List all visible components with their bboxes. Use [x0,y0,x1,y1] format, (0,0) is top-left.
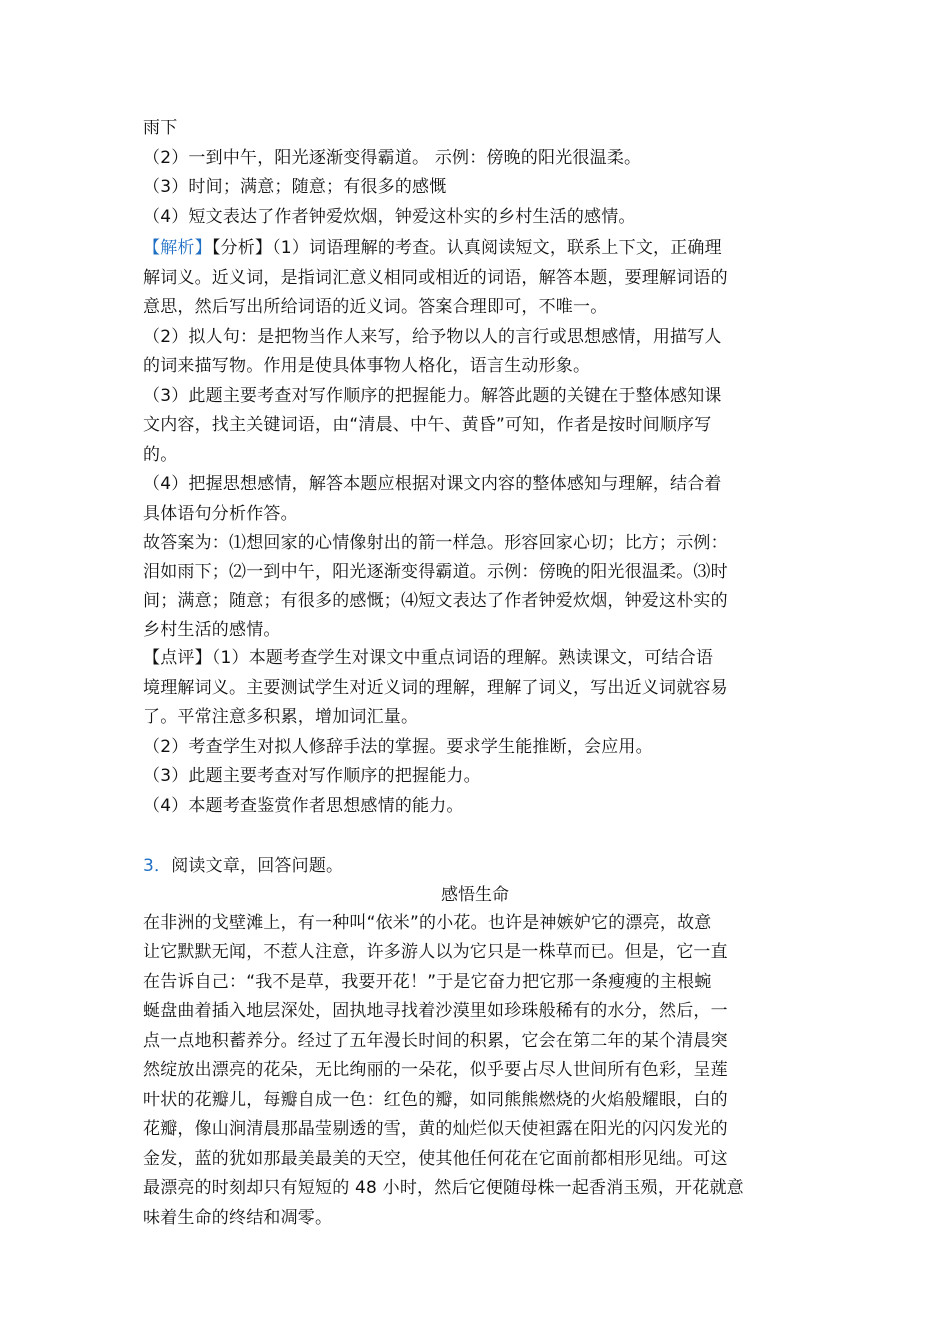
analysis-line: （3）此题主要考查对写作顺序的把握能力。解答此题的关键在于整体感知课 [143,386,722,406]
comment-line: 了。平常注意多积累，增加词汇量。 [143,707,419,727]
analysis-tag: 【解析】 [143,238,212,258]
article-line: 让它默默无闻，不惹人注意，许多游人以为它只是一株草而已。但是，它一直 [143,942,728,962]
question-number: 3． [143,856,172,876]
article-line: 点一点地积蓄养分。经过了五年漫长时间的积累，它会在第二年的某个清晨突 [143,1031,728,1051]
analysis-first-line-text: 【分析】（1）词语理解的考查。认真阅读短文，联系上下文，正确理 [211,238,722,258]
analysis-line: 具体语句分析作答。 [143,504,298,524]
article-line: 在非洲的戈壁滩上，有一种叫“依米”的小花。也许是神嫉妒它的漂亮，故意 [143,913,712,933]
analysis-line: （2）拟人句：是把物当作人来写，给予物以人的言行或思想感情，用描写人 [143,327,722,347]
article-line: 在告诉自己：“我不是草，我要开花！”于是它奋力把它那一条瘦瘦的主根蜿 [143,972,712,992]
article-line: 蜒盘曲着插入地层深处，固执地寻找着沙漠里如珍珠般稀有的水分，然后，一 [143,1001,728,1021]
analysis-line: 解词义。近义词，是指词汇意义相同或相近的词语，解答本题，要理解词语的 [143,268,728,288]
question-prompt: 阅读文章，回答问题。 [171,856,344,876]
comment-line: （4）本题考查鉴赏作者思想感情的能力。 [143,796,464,816]
article-title: 感悟生命 [441,885,509,905]
answer-line: 雨下 [143,118,178,138]
question-3-header [143,854,813,878]
article-line: 叶状的花瓣儿，每瓣自成一色：红色的瓣，如同熊熊燃烧的火焰般耀眼，白的 [143,1090,728,1110]
analysis-first-line [143,236,813,260]
article-line: 花瓣，像山涧清晨那晶莹剔透的雪，黄的灿烂似天使袒露在阳光的闪闪发光的 [143,1119,728,1139]
analysis-line: 的。 [143,445,178,465]
analysis-line: 泪如雨下；⑵一到中午，阳光逐渐变得霸道。示例：傍晚的阳光很温柔。⑶时 [143,562,728,582]
analysis-line: 意思，然后写出所给词语的近义词。答案合理即可，不唯一。 [143,297,608,317]
comment-line: （2）考查学生对拟人修辞手法的掌握。要求学生能推断，会应用。 [143,737,653,757]
article-line: 最漂亮的时刻却只有短短的 48 小时，然后它便随母株一起香消玉殒，开花就意 [143,1178,744,1198]
article-line: 然绽放出漂亮的花朵，无比绚丽的一朵花，似乎要占尽人世间所有色彩，呈莲 [143,1060,728,1080]
comment-line: （3）此题主要考查对写作顺序的把握能力。 [143,766,481,786]
comment-line: 【点评】（1）本题考查学生对课文中重点词语的理解。熟读课文，可结合语 [143,648,714,668]
answer-line: （4）短文表达了作者钟爱炊烟，钟爱这朴实的乡村生活的感情。 [143,207,636,227]
article-line: 味着生命的终结和凋零。 [143,1208,333,1228]
answer-line: （2）一到中午，阳光逐渐变得霸道。 示例：傍晚的阳光很温柔。 [143,148,642,168]
comment-line: 境理解词义。主要测试学生对近义词的理解，理解了词义，写出近义词就容易 [143,678,728,698]
article-line: 金发，蓝的犹如那最美最美的天空，使其他任何花在它面前都相形见绌。可这 [143,1149,728,1169]
analysis-line: 的词来描写物。作用是使具体事物人格化，语言生动形象。 [143,356,591,376]
analysis-line: 文内容，找主关键词语，由“清晨、中午、黄昏”可知，作者是按时间顺序写 [143,415,712,435]
analysis-line: 故答案为：⑴想回家的心情像射出的箭一样急。形容回家心切；比方；示例： [143,533,728,553]
analysis-line: 乡村生活的感情。 [143,620,281,640]
answer-line: （3）时间；满意；随意；有很多的感慨 [143,177,447,197]
analysis-line: （4）把握思想感情，解答本题应根据对课文内容的整体感知与理解，结合着 [143,474,722,494]
analysis-line: 间；满意；随意；有很多的感慨；⑷短文表达了作者钟爱炊烟，钟爱这朴实的 [143,591,728,611]
